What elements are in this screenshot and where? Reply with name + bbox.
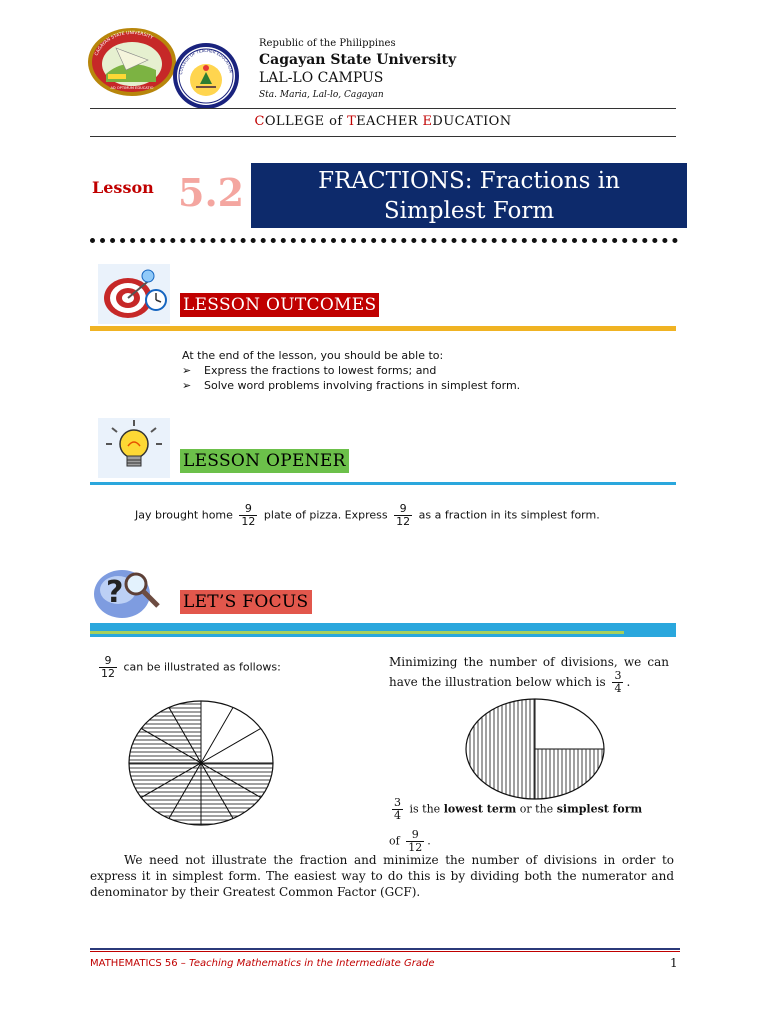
campus-name: LAL-LO CAMPUS: [259, 70, 384, 86]
outcomes-divider: [90, 326, 676, 331]
opener-problem: Jay brought home $\frac{9}{12}$ plate of pizza. Express $\frac{9}{12}$ as a fraction in its simplest form.: [135, 502, 600, 528]
lightbulb-icon: [98, 418, 170, 478]
four-part-circle-diagram: [464, 697, 606, 801]
list-item: ➢ Express the fractions to lowest forms; and: [182, 364, 437, 377]
college-name: COLLEGE of TEACHER EDUCATION: [254, 114, 512, 129]
lesson-opener-heading: LESSON OPENER: [180, 449, 349, 473]
svg-text:?: ?: [106, 575, 124, 610]
lesson-title-banner: [251, 163, 687, 228]
university-name: Cagayan State University: [259, 52, 457, 68]
outcomes-intro: At the end of the lesson, you should be able to:: [182, 349, 444, 362]
gcf-paragraph: We need not illustrate the fraction and minimize the number of divisions in order to express it in simplest form. The easiest way to do this is by dividing both the numerator and denominator by their Greatest Common Factor (GCF).: [90, 853, 674, 899]
footer-divider-accent: [90, 951, 680, 952]
shaded-quarter: [535, 749, 606, 801]
fraction-9-12: $\frac{9}{12}$: [396, 502, 411, 528]
footer-divider: [90, 948, 680, 950]
lesson-label: Lesson: [92, 178, 154, 197]
fraction-9-12: $\frac{9}{12}$: [408, 828, 423, 854]
shaded-quarter: [464, 749, 535, 801]
lesson-title-line2: Simplest Form: [383, 198, 555, 224]
list-item: ➢ Solve word problems involving fractions in simplest form.: [182, 379, 521, 392]
logo1-ring-text: CAGAYAN STATE UNIVERSITY: [94, 30, 154, 57]
fraction-3-4: $\frac{3}{4}$: [394, 796, 401, 822]
magnifier-question-icon: [92, 562, 164, 622]
logo2-ring-text: COLLEGE OF TEACHER EDUCATION: [178, 47, 234, 75]
course-footer: MATHEMATICS 56 – Teaching Mathematics in the Intermediate Grade: [90, 958, 435, 969]
lets-focus-heading: LET’S FOCUS: [180, 590, 312, 614]
target-icon: [98, 264, 170, 324]
dotted-separator: [90, 238, 678, 243]
minimize-explanation: Minimizing the number of divisions, we can have the illustration below which is $\frac{3}{4}$ .: [389, 655, 669, 695]
college-of-teacher-education-seal: [172, 42, 240, 110]
lesson-outcomes-heading: LESSON OUTCOMES: [180, 293, 379, 317]
header-divider: [90, 108, 676, 109]
focus-divider-accent: [90, 631, 624, 634]
focus-divider: [90, 623, 676, 637]
page-number: 1: [670, 956, 678, 970]
shaded-quarter: [464, 697, 535, 749]
header-divider-lower: [90, 136, 676, 137]
logo1-motto: AD OPTIMUM EDUCATIO: [110, 86, 154, 90]
cagayan-state-university-logo: [86, 26, 178, 98]
twelve-part-circle-diagram: [126, 698, 276, 828]
fraction-3-4: $\frac{3}{4}$: [614, 669, 622, 695]
illustration-caption: $\frac{9}{12}$ can be illustrated as follows:: [101, 654, 281, 680]
bullet-arrow-icon: ➢: [182, 379, 192, 392]
campus-address: Sta. Maria, Lal-lo, Cagayan: [259, 90, 384, 100]
opener-divider: [90, 482, 676, 485]
unshaded-quarter: [535, 697, 606, 749]
fraction-9-12: $\frac{9}{12}$: [241, 502, 256, 528]
lesson-number: 5.2: [178, 170, 245, 215]
fraction-9-12: $\frac{9}{12}$: [101, 654, 115, 680]
of-fraction: of $\frac{9}{12}$ .: [389, 828, 431, 854]
bullet-arrow-icon: ➢: [182, 364, 192, 377]
outcomes-list: [182, 348, 520, 393]
republic-label: Republic of the Philippines: [259, 38, 396, 49]
lowest-term-statement: $\frac{3}{4}$ is the lowest term or the simplest form: [394, 796, 643, 822]
lesson-title-line1: FRACTIONS: Fractions in: [318, 168, 620, 194]
